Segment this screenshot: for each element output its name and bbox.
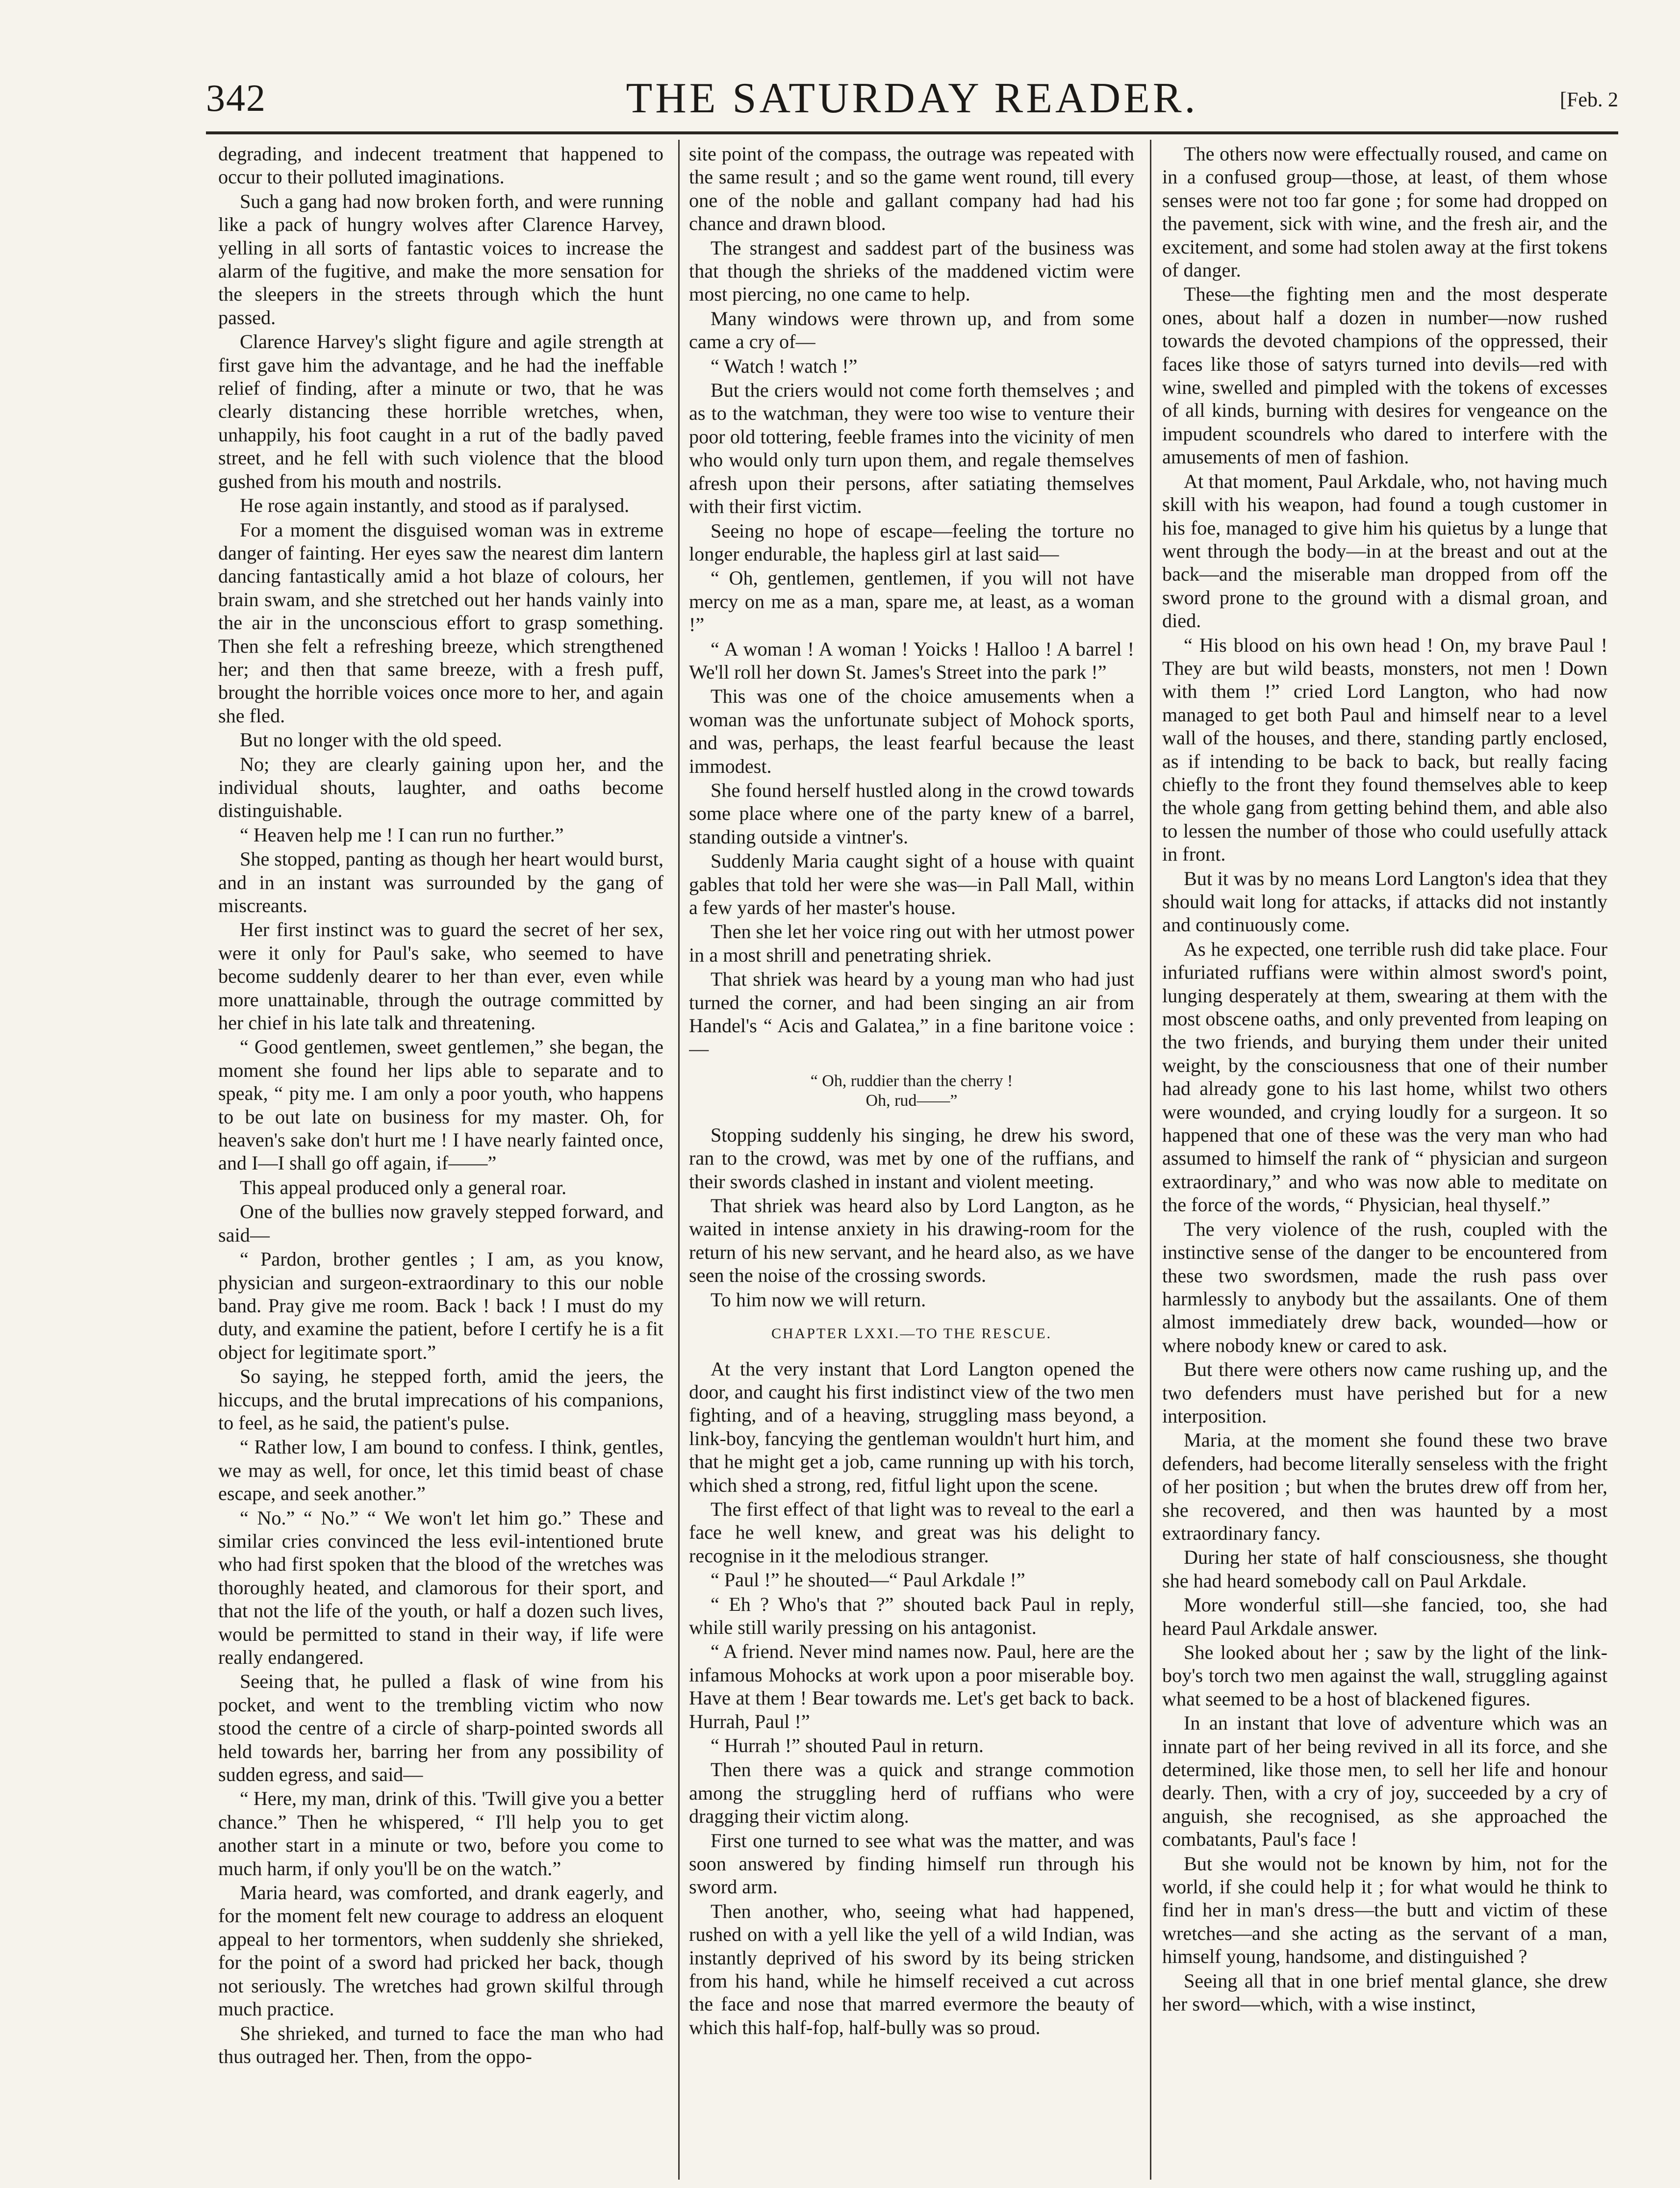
- paragraph: He rose again instantly, and stood as if paralysed.: [240, 494, 630, 517]
- paragraph: “ His blood on his own head ! On, my brave Paul ! They are but wild beasts, monsters, not men ! Down with them !” cried Lord Langton, who had now managed to get both Paul and himself near to a level wall of the houses, and there, standing partly enclosed, as if intending to be back to back, but really facing chiefly to the front they found themselves able to keep the whole gang from getting behind them, and able also to lessen the number of those who could usefully attack in front.: [1162, 634, 1607, 865]
- paragraph: That shriek was heard by a young man who had just turned the corner, and had been singing an air from Handel's “ Acis and Galatea,” in a fine baritone voice :—: [689, 968, 1134, 1060]
- paragraph: “ A friend. Never mind names now. Paul, here are the infamous Mohocks at work upon a poor miserable boy. Have at them ! Bear towards me. Let's get back to back. Hurrah, Paul !”: [689, 1640, 1134, 1732]
- paragraph: She found herself hustled along in the crowd towards some place where one of the party knew of a barrel, standing outside a vintner's.: [689, 779, 1134, 848]
- paragraph: She shrieked, and turned to face the man who had thus outraged her. Then, from the oppo-: [218, 2022, 663, 2067]
- paragraph: Suddenly Maria caught sight of a house with quaint gables that told her were she was—in Pall Mall, within a few yards of her master's house.: [689, 850, 1134, 918]
- text-column-3: [1162, 142, 1607, 2177]
- paragraph: degrading, and indecent treatment that happened to occur to their polluted imaginations.: [218, 143, 663, 188]
- paragraph: Seeing all that in one brief mental glance, she drew her sword—which, with a wise instinct,: [1162, 1969, 1607, 2015]
- paragraph: Many windows were thrown up, and from some came a cry of—: [689, 307, 1134, 353]
- publication-title: THE SATURDAY READER.: [626, 75, 1198, 122]
- paragraph: “ Paul !” he shouted—“ Paul Arkdale !”: [711, 1569, 1025, 1591]
- paragraph: “ Eh ? Who's that ?” shouted back Paul in reply, while still warily pressing on his antagonist.: [689, 1593, 1134, 1638]
- paragraph: “ Good gentlemen, sweet gentlemen,” she began, the moment she found her lips able to separate and to speak, “ pity me. I am only a poor youth, who happens to be out late on business for my master. Oh, for heaven's sake don't hurt me ! I have nearly fainted once, and I—I shall go off again, if——”: [218, 1036, 663, 1174]
- paragraph: Then there was a quick and strange commotion among the struggling herd of ruffians who were dragging their victim along.: [689, 1758, 1134, 1828]
- column-divider: [678, 140, 680, 2180]
- paragraph: To him now we will return.: [711, 1288, 926, 1311]
- paragraph: site point of the compass, the outrage was repeated with the same result ; and so the game went round, till every one of the noble and gallant company had had his chance and drawn blood.: [689, 143, 1134, 235]
- paragraph: In an instant that love of adventure which was an innate part of her being revived in all its force, and she determined, like those men, to sell her life and honour dearly. Then, with a cry of joy, succeeded by a cry of anguish, she recognised, as she approached the combatants, Paul's face !: [1162, 1712, 1607, 1851]
- paragraph: That shriek was heard also by Lord Langton, as he waited in intense anxiety in his drawing-room for the return of his new servant, and he heard also, as we have seen the noise of the crossing swords.: [689, 1195, 1134, 1287]
- song-verse: [689, 1071, 1134, 1111]
- text-column-1: [218, 142, 663, 2177]
- paragraph: One of the bullies now gravely stepped forward, and said—: [218, 1200, 663, 1246]
- page-number: 342: [206, 76, 266, 119]
- paragraph: Her first instinct was to guard the secret of her sex, were it only for Paul's sake, who seemed to have become suddenly dearer to her than ever, even while more unattainable, through the outrage committed by her chief in his late talk and threatening.: [218, 918, 663, 1034]
- paragraph: But the criers would not come forth themselves ; and as to the watchman, they were too wise to venture their poor old tottering, feeble frames into the vicinity of men who would only turn upon them, and regale themselves afresh upon their persons, after satiating themselves with their first victim.: [689, 379, 1134, 518]
- paragraph: “ Hurrah !” shouted Paul in return.: [711, 1734, 984, 1756]
- paragraph: First one turned to see what was the matter, and was soon answered by finding himself run through his sword arm.: [689, 1829, 1134, 1898]
- paragraph: She looked about her ; saw by the light of the link-boy's torch two men against the wall, struggling against what seemed to be a host of blackened figures.: [1162, 1641, 1607, 1710]
- paragraph: “ Heaven help me ! I can run no further.”: [240, 823, 564, 846]
- paragraph: Then another, who, seeing what had happened, rushed on with a yell like the yell of a wild Indian, was instantly deprived of his sword by its being stricken from his hand, while he himself received a cut across the face and nose that marred evermore the beauty of which this half-fop, half-bully was so proud.: [689, 1900, 1134, 2038]
- paragraph: But there were others now came rushing up, and the two defenders must have perished but for a new interposition.: [1162, 1358, 1607, 1427]
- paragraph: The first effect of that light was to reveal to the earl a face he well knew, and great was his delight to recognise in it the melodious stranger.: [689, 1498, 1134, 1567]
- paragraph: At the very instant that Lord Langton opened the door, and caught his first indistinct view of the two men fighting, and of a heaving, struggling mass beyond, a link-boy, fancying the gentleman wouldn't hurt him, and that he might get a job, came running up with his torch, which shed a strong, red, fitful light upon the scene.: [689, 1357, 1134, 1496]
- paragraph: “ No.” “ No.” “ We won't let him go.” These and similar cries convinced the less evil-intentioned brute who had first spoken that the blood of the wretches was thoroughly heated, and clamorous for their sport, and that not the life of the youth, or half a dozen such lives, would be permitted to stand in their way, if life were really endangered.: [218, 1506, 663, 1668]
- song-line: “ Oh, ruddier than the cherry !: [810, 1071, 1013, 1090]
- issue-date: [Feb. 2: [1560, 89, 1618, 111]
- paragraph: Seeing that, he pulled a flask of wine from his pocket, and went to the trembling victim who now stood the centre of a circle of sharp-pointed swords all held towards her, barring her from any possibility of sudden egress, and said—: [218, 1670, 663, 1786]
- paragraph: During her state of half consciousness, she thought she had heard somebody call on Paul Arkdale.: [1162, 1546, 1607, 1592]
- paragraph: The very violence of the rush, coupled with the instinctive sense of the danger to be encountered from these two swordsmen, made the rush pass over harmlessly to anybody but the assailants. One of them almost immediately drew back, wounded—how or where nobody knew or cared to ask.: [1162, 1218, 1607, 1356]
- paragraph: The strangest and saddest part of the business was that though the shrieks of the maddened victim were most piercing, no one came to help.: [689, 236, 1134, 305]
- paragraph: No; they are clearly gaining upon her, and the individual shouts, laughter, and oaths become distinguishable.: [218, 753, 663, 822]
- paragraph: Clarence Harvey's slight figure and agile strength at first gave him the advantage, and he had the ineffable relief of finding, after a minute or two, that he was clearly distancing these horrible wretches, when, unhappily, his foot caught in a rut of the badly paved street, and he fell with such violence that the blood gushed from his mouth and nostrils.: [218, 331, 663, 492]
- paragraph: Then she let her voice ring out with her utmost power in a most shrill and penetrating shriek.: [689, 920, 1134, 966]
- paragraph: These—the fighting men and the most desperate ones, about half a dozen in number—now rushed towards the devoted champions of the oppressed, their faces like those of satyrs turned into devils—red with wine, swelled and pimpled with the tokens of excesses of all kinds, burning with desires for vengeance on the impudent scoundrels who dared to interfere with the amusements of men of fashion.: [1162, 283, 1607, 468]
- paragraph: This was one of the choice amusements when a woman was the unfortunate subject of Mohock sports, and was, perhaps, the least fearful because the least immodest.: [689, 685, 1134, 777]
- paragraph: “ Rather low, I am bound to confess. I think, gentles, we may as well, for once, let this timid beast of chase escape, and seek another.”: [218, 1436, 663, 1505]
- text-column-2: [689, 142, 1134, 2177]
- paragraph: Such a gang had now broken forth, and were running like a pack of hungry wolves after Clarence Harvey, yelling in all sorts of fantastic voices to increase the alarm of the fugitive, and make the more sensation for the sleepers in the streets through which the hunt passed.: [218, 190, 663, 329]
- paragraph: But she would not be known by him, not for the world, if she could help it ; for what would he think to find her in man's dress—the butt and victim of these wretches—and she acting as the servant of a man, himself young, handsome, and distinguished ?: [1162, 1852, 1607, 1968]
- paragraph: “ Oh, gentlemen, gentlemen, if you will not have mercy on me as a man, spare me, at least, as a woman !”: [689, 567, 1134, 636]
- header-rule: [206, 131, 1618, 134]
- paragraph: Seeing no hope of escape—feeling the torture no longer endurable, the hapless girl at last said—: [689, 519, 1134, 565]
- paragraph: She stopped, panting as though her heart would burst, and in an instant was surrounded by the gang of miscreants.: [218, 848, 663, 916]
- paragraph: “ Watch ! watch !”: [711, 355, 858, 377]
- paragraph: “ Pardon, brother gentles ; I am, as you know, physician and surgeon-extraordinary to this our noble band. Pray give me room. Back ! back ! I must do my duty, and examine the patient, before I certify he is a fit object for legitimate sport.”: [218, 1248, 663, 1363]
- paragraph: But no longer with the old speed.: [240, 729, 502, 751]
- paragraph: At that moment, Paul Arkdale, who, not having much skill with his weapon, had found a tough customer in his foe, managed to give him his quietus by a lunge that went through the body—in at the breast and out at the back—and the miserable man dropped from off the sword prone to the ground with a dismal groan, and died.: [1162, 470, 1607, 632]
- paragraph: “ Here, my man, drink of this. 'Twill give you a better chance.” Then he whispered, “ I'll help you to get another start in a minute or two, before you come to much harm, if only you'll be on the watch.”: [218, 1787, 663, 1880]
- paragraph: The others now were effectually roused, and came on in a confused group—those, at least, of them whose senses were not too far gone ; for some had dropped on the pavement, sick with wine, and the fresh air, and the excitement, and some had stolen away at the first tokens of danger.: [1162, 143, 1607, 281]
- paragraph: So saying, he stepped forth, amid the jeers, the hiccups, and the brutal imprecations of his companions, to feel, as he said, the patient's pulse.: [218, 1365, 663, 1434]
- song-line: Oh, rud——”: [865, 1091, 958, 1110]
- paragraph: More wonderful still—she fancied, too, she had heard Paul Arkdale answer.: [1162, 1594, 1607, 1639]
- paragraph: Maria, at the moment she found these two brave defenders, had become literally senseless with the fright of her position ; but when the brutes drew off from her, she recovered, and then was haunted by a most extraordinary fancy.: [1162, 1429, 1607, 1544]
- chapter-heading: CHAPTER LXXI.—TO THE RESCUE.: [771, 1325, 1052, 1342]
- paragraph: This appeal produced only a general roar.: [240, 1176, 567, 1198]
- paragraph: As he expected, one terrible rush did take place. Four infuriated ruffians were within almost sword's point, lunging desperately at them, swearing at them with the most obscene oaths, and only prevented from leaping on the two friends, and burying them under their united weight, by the consciousness that one of their number had already gone to his last home, whilst two others were wounded, and crying loudly for a surgeon. It so happened that one of these was the very man who had assumed to himself the rank of “ physician and surgeon extraordinary,” and who was now able to meditate on the force of the words, “ Physician, heal thyself.”: [1162, 938, 1607, 1216]
- paragraph: For a moment the disguised woman was in extreme danger of fainting. Her eyes saw the nearest dim lantern dancing fantastically amid a hot blaze of colours, her brain swam, and she stretched out her hands vainly into the air in the unconscious effort to grasp something. Then she felt a refreshing breeze, which strengthened her; and then that same breeze, with a fresh puff, brought the horrible voices once more to her, and again she fled.: [218, 518, 663, 727]
- paragraph: But it was by no means Lord Langton's idea that they should wait long for attacks, if attacks did not instantly and continuously come.: [1162, 867, 1607, 936]
- column-divider: [1150, 140, 1151, 2180]
- paragraph: “ A woman ! A woman ! Yoicks ! Halloo ! A barrel ! We'll roll her down St. James's Street into the park !”: [689, 637, 1134, 683]
- paragraph: Maria heard, was comforted, and drank eagerly, and for the moment felt new courage to address an eloquent appeal to her tormentors, when suddenly she shrieked, for the point of a sword had pricked her back, though not seriously. The wretches had grown skilful through much practice.: [218, 1882, 663, 2020]
- paragraph: Stopping suddenly his singing, he drew his sword, ran to the crowd, was met by one of the ruffians, and their swords clashed in instant and violent meeting.: [689, 1123, 1134, 1193]
- page-header: [206, 74, 1618, 127]
